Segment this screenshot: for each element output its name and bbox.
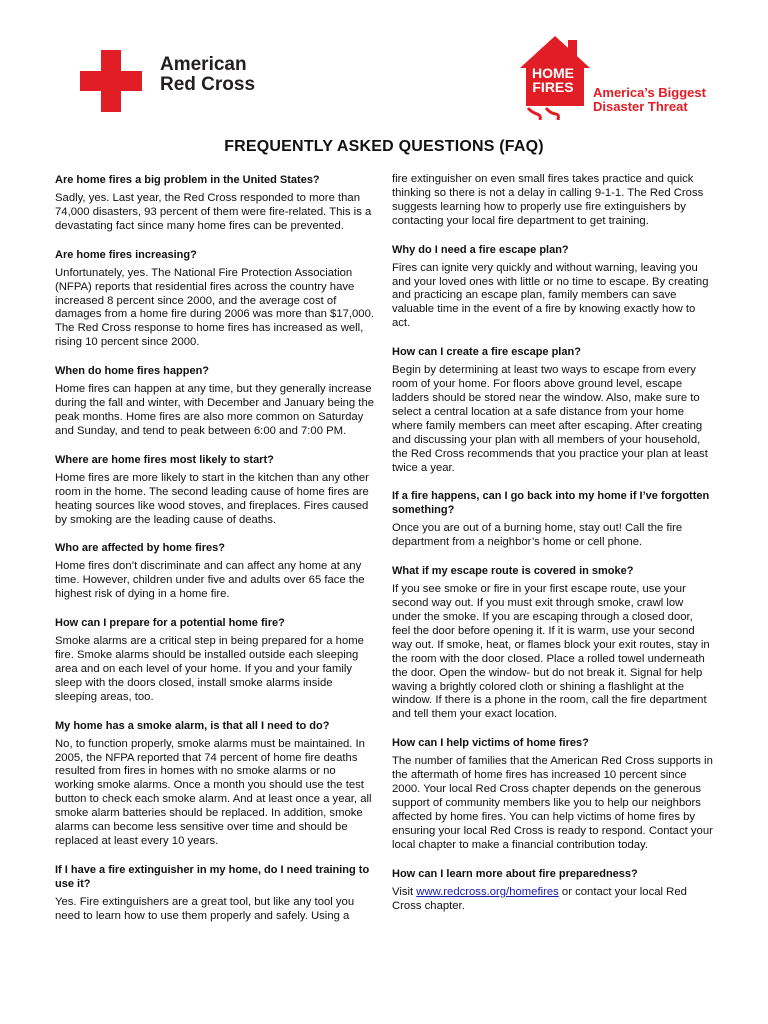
home-fires-logo: [520, 36, 710, 120]
home-fires-line1: HOME: [532, 65, 574, 81]
faq-answer-continued: fire extinguisher on even small fires takes practice and quick thinking so there is not a delay in calling 9-1-1. The Red Cross suggests learning how to properly use fire extinguishers by contacting your local fire department to get training.: [392, 173, 704, 227]
red-cross-wordmark: [160, 55, 255, 95]
faq-item: [392, 736, 714, 852]
faq-answer: [392, 886, 714, 914]
faq-question: How can I help victims of home fires?: [392, 737, 589, 750]
american-red-cross-logo: [80, 50, 270, 110]
faq-answer: Yes. Fire extinguishers are a great tool, but like any tool you need to learn how to use them properly and safely. Using a: [55, 895, 355, 922]
red-cross-icon: [80, 50, 142, 112]
faq-answer: If you see smoke or fire in your first escape route, use your second way out. If you must exit through smoke, crawl low under the smoke. If you are escaping through a closed door, feel the door before opening it. If it is warm, use your second way out. If smoke, heat, or flames block your exit routes, stay in the room with the door closed. Place a rolled towel underneath the door. Open the window- but do not break it. Signal for help waving a brightly colored cloth or shining a flashlight at the window. If there is a phone in the room, call the fire department and tell them your exact location.: [392, 583, 710, 721]
page-title: FREQUENTLY ASKED QUESTIONS (FAQ): [224, 138, 544, 155]
home-fires-tag1: America’s Biggest: [593, 85, 706, 100]
home-fires-title: [528, 66, 578, 94]
home-fires-tagline: [593, 86, 706, 114]
faq-question: How can I prepare for a potential home fire?: [55, 617, 285, 630]
faq-answer: Smoke alarms are a critical step in being prepared for a home fire. Smoke alarms should be installed outside each sleeping area and on each level of your home. If you and your family sleep with the doors closed, install smoke alarms inside sleeping areas, too.: [55, 635, 364, 703]
faq-question: Who are affected by home fires?: [55, 542, 225, 555]
faq-answer: Home fires don’t discriminate and can affect any home at any time. However, children under five and adults over 65 face the highest risk of dying in a home fire.: [55, 560, 365, 601]
faq-item: [55, 173, 377, 234]
faq-item: [55, 453, 377, 528]
answer-suffix: or contact your local Red Cross chapter.: [392, 885, 687, 912]
faq-answer: No, to function properly, smoke alarms must be maintained. In 2005, the NFPA reported that 74 percent of home fire deaths resulted from fires in homes with no smoke alarms or no working smoke alarms. Once a month you should use the test button to check each smoke alarm. And at least once a year, all smoke alarm batteries should be replaced. In addition, smoke alarms can become less sensitive over time and should be replaced at least every 10 years.: [55, 737, 372, 847]
faq-question: My home has a smoke alarm, is that all I need to do?: [55, 719, 330, 732]
faq-question: When do home fires happen?: [55, 365, 210, 378]
left-column: [55, 173, 377, 938]
faq-item: [55, 541, 377, 602]
faq-item: [55, 719, 377, 849]
faq-item: [55, 616, 377, 705]
faq-answer: Home fires can happen at any time, but they generally increase during the fall and winter, with December and January being the peak months. Home fires are also more common on Saturday and Sunday, and tend to peak between 6:00 and 7:00 PM.: [55, 383, 375, 437]
red-cross-line2: Red Cross: [160, 74, 256, 95]
faq-item: [392, 867, 714, 914]
faq-question: Why do I need a fire escape plan?: [392, 243, 569, 256]
answer-prefix: Visit: [392, 885, 417, 898]
homefires-link[interactable]: www.redcross.org/homefires: [416, 885, 559, 898]
faq-item: [392, 564, 714, 722]
faq-item: [55, 248, 377, 350]
faq-item: [392, 345, 714, 475]
faq-answer: Fires can ignite very quickly and without warning, leaving you and your loved ones with little or no time to escape. By creating and practicing an escape plan, family members can save valuable time in the event of a fire by knowing exactly how to act.: [392, 261, 709, 330]
faq-item: [55, 364, 377, 439]
faq-question: Where are home fires most likely to start?: [55, 453, 274, 466]
faq-question: Are home fires a big problem in the United States?: [55, 174, 320, 186]
red-cross-line1: American: [160, 54, 247, 75]
faq-answer: Sadly, yes. Last year, the Red Cross responded to more than 74,000 disasters, 93 percent of them were fire-related. This is a devastating fact since many home fires can be prevented.: [55, 192, 372, 232]
faq-question: How can I learn more about fire preparedness?: [392, 867, 638, 880]
faq-question: How can I create a fire escape plan?: [392, 346, 581, 359]
faq-answer: Begin by determining at least two ways to escape from every room of your home. For floors above ground level, escape ladders should be stored near the window. Also, make sure to select a central location at a safe distance from your home where family members can meet after escaping. After creating and discussing your plan with all members of your household, the Red Cross recommends that you practice your plan at least twice a year.: [392, 364, 708, 474]
faq-question: Are home fires increasing?: [55, 248, 197, 261]
home-fires-tag2: Disaster Threat: [593, 99, 688, 114]
faq-answer: Unfortunately, yes. The National Fire Protection Association (NFPA) reports that residential fires across the country have increased 8 percent since 2000, and the average cost of damages from a home fire during 2006 was more than $17,000. The Red Cross response to home fires has increased as well, rising 10 percent since 2000.: [55, 266, 375, 349]
right-column: [392, 173, 714, 927]
faq-question: If a fire happens, can I go back into my home if I’ve forgotten something?: [392, 490, 710, 517]
faq-answer: Once you are out of a burning home, stay out! Call the fire department from a neighbor’s home or cell phone.: [392, 522, 683, 549]
faq-answer: Home fires are more likely to start in the kitchen than any other room in the home. The second leading cause of home fires are heating sources like wood stoves, and fireplaces. Fires caused by smoking are the leading cause of deaths.: [55, 471, 369, 526]
faq-item: [392, 243, 714, 332]
faq-item: [392, 489, 714, 550]
faq-question: If I have a fire extinguisher in my home, do I need training to use it?: [55, 863, 370, 890]
home-fires-line2: FIRES: [532, 79, 574, 95]
faq-answer: The number of families that the American Red Cross supports in the aftermath of home fires has increased 10 percent since 2000. Your local Red Cross chapter depends on the generous support of community members like you to help our neighbors affected by home fires. You can help victims of home fires by ensuring your local Red Cross is ready to respond. Contact your local chapter to make a financial contribution today.: [392, 755, 713, 851]
faq-question: What if my escape route is covered in smoke?: [392, 565, 634, 578]
faq-item: [55, 863, 377, 924]
